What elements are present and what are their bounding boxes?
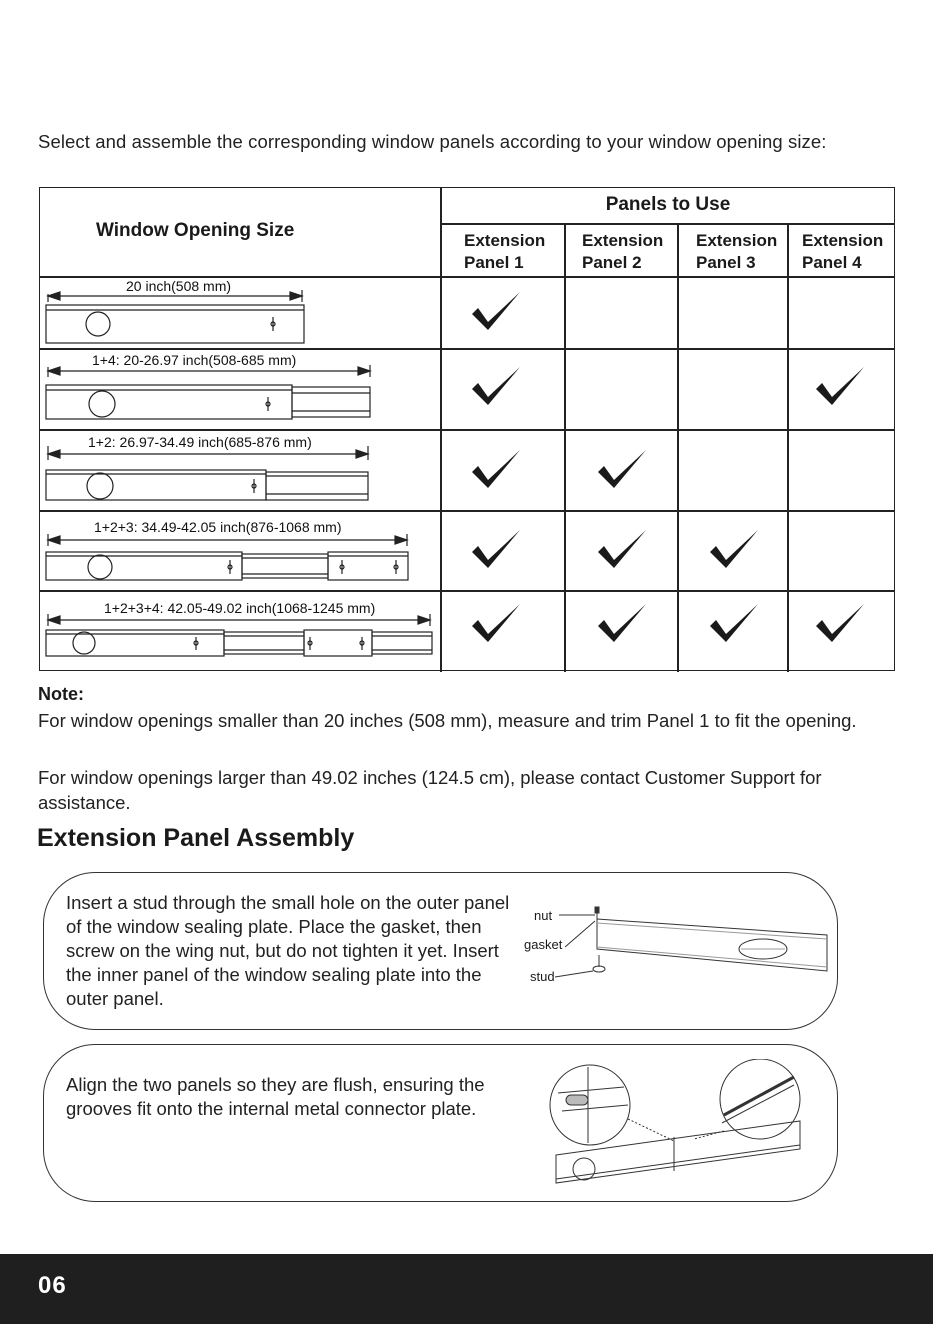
assembly-step-2	[43, 1044, 838, 1202]
check-icon	[468, 526, 524, 574]
page-footer	[0, 1254, 933, 1324]
panel-diagram-row-3	[40, 446, 440, 506]
table-divider	[440, 223, 894, 225]
table-divider	[40, 510, 894, 512]
column-header-panel-3: Extension Panel 3	[696, 231, 778, 272]
step-1-text: Insert a stud through the small hole on the outer panel of the window sealing plate. Place the gasket, then screw on the wing nut, but do not tighten it yet. Insert the inner panel of the window sealing plate into the outer panel.	[66, 892, 510, 1009]
step-2-text: Align the two panels so they are flush, ensuring the grooves fit onto the internal metal connector plate.	[66, 1074, 485, 1119]
row-label-1: 20 inch(508 mm)	[126, 278, 232, 294]
check-icon	[594, 526, 650, 574]
table-divider	[40, 348, 894, 350]
check-icon	[468, 363, 524, 411]
check-icon	[594, 600, 650, 648]
panel-alignment-figure	[544, 1059, 814, 1195]
check-icon	[468, 288, 524, 336]
label-gasket: gasket	[524, 937, 563, 952]
label-stud: stud	[530, 969, 555, 984]
stud-gasket-nut-figure	[519, 897, 829, 993]
note-paragraph-1: For window openings smaller than 20 inches (508 mm), measure and trim Panel 1 to fit the opening.	[38, 710, 857, 731]
table-divider	[564, 224, 566, 672]
table-divider	[40, 590, 894, 592]
check-icon	[706, 526, 762, 574]
check-icon	[594, 446, 650, 494]
section-title: Extension Panel Assembly	[37, 824, 355, 852]
row-label-3: 1+2: 26.97-34.49 inch(685-876 mm)	[88, 434, 312, 450]
label-nut: nut	[534, 908, 553, 923]
table-divider	[787, 224, 789, 672]
table-divider	[40, 429, 894, 431]
page-number: 06	[38, 1272, 67, 1299]
row-label-5: 1+2+3+4: 42.05-49.02 inch(1068-1245 mm)	[104, 600, 376, 616]
intro-text: Select and assemble the corresponding window panels according to your window opening size:	[38, 131, 827, 152]
table-divider	[677, 224, 679, 672]
panels-header: Panels to Use	[605, 194, 731, 215]
check-icon	[468, 600, 524, 648]
note-title: Note:	[38, 684, 84, 704]
column-header-panel-4: Extension Panel 4	[802, 231, 884, 272]
check-icon	[468, 446, 524, 494]
check-icon	[812, 363, 868, 411]
column-header-panel-2: Extension Panel 2	[582, 231, 664, 272]
panel-diagram-row-1	[40, 288, 440, 348]
note-paragraph-2: For window openings larger than 49.02 inches (124.5 cm), please contact Customer Support for assistance.	[38, 767, 822, 813]
panel-diagram-row-5	[40, 612, 440, 672]
panel-diagram-row-4	[40, 530, 440, 590]
panel-selection-table	[39, 187, 895, 671]
window-size-header: Window Opening Size	[96, 220, 295, 241]
check-icon	[812, 600, 868, 648]
row-label-2: 1+4: 20-26.97 inch(508-685 mm)	[92, 352, 297, 368]
assembly-step-1	[43, 872, 838, 1030]
panel-diagram-row-2	[40, 363, 440, 427]
row-label-4: 1+2+3: 34.49-42.05 inch(876-1068 mm)	[94, 519, 342, 535]
column-header-panel-1: Extension Panel 1	[464, 231, 546, 272]
check-icon	[706, 600, 762, 648]
